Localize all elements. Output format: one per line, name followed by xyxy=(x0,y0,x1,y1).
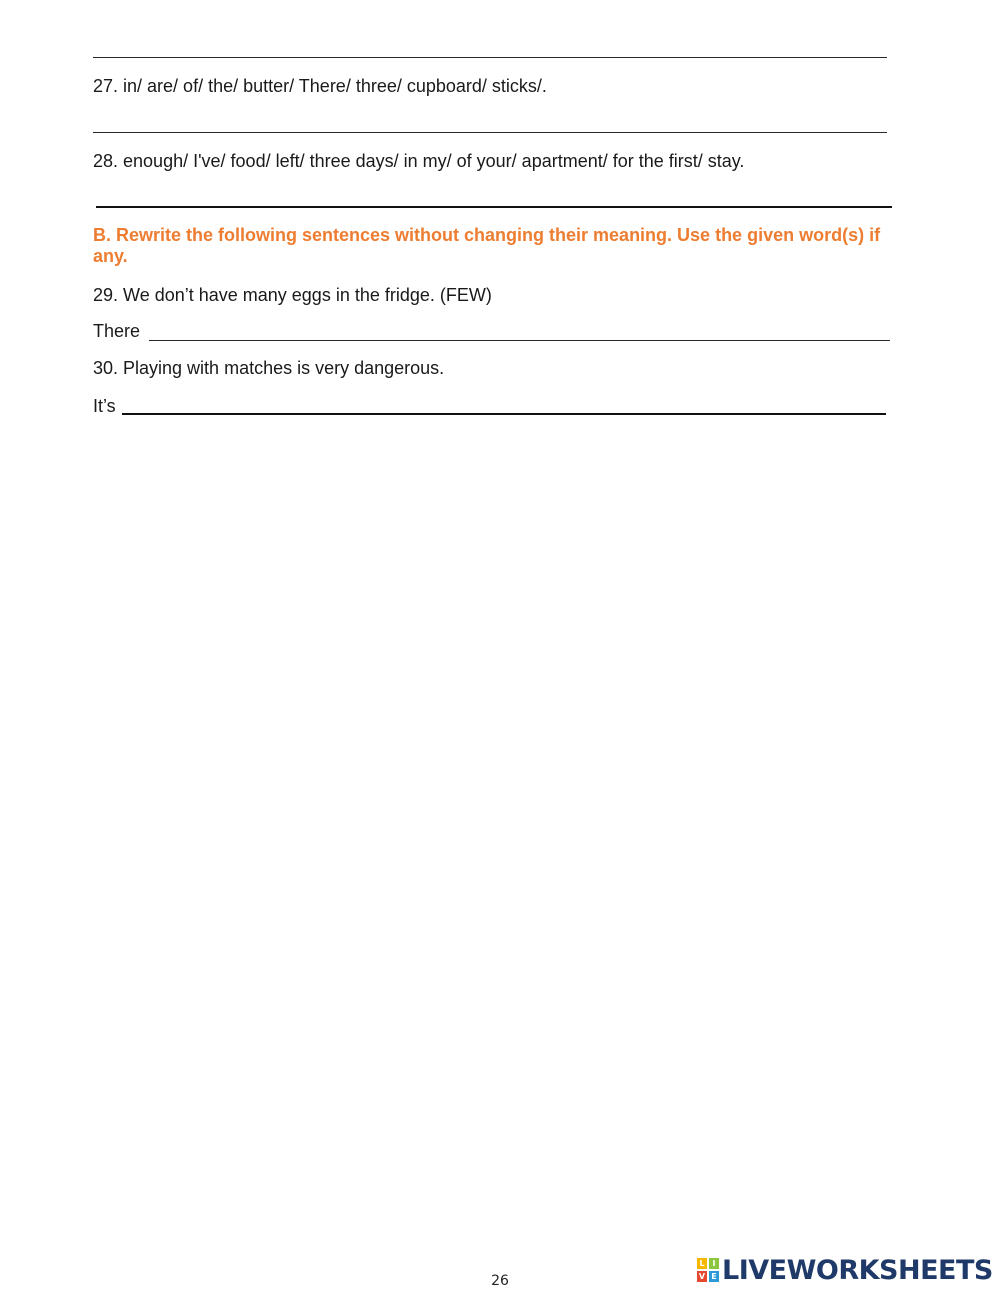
question-29: 29. We don’t have many eggs in the fridge. (FEW) xyxy=(93,285,492,305)
answer-line-28 xyxy=(96,206,892,208)
answer-line-29 xyxy=(149,340,890,341)
logo-block-e: E xyxy=(709,1271,719,1282)
answer-line-26 xyxy=(93,57,887,58)
logo-text: LIVEWORKSHEETS xyxy=(722,1254,993,1286)
answer-field-26[interactable] xyxy=(93,34,887,56)
logo-blocks-icon xyxy=(697,1258,719,1282)
logo-block-i: I xyxy=(709,1258,719,1269)
question-27: 27. in/ are/ of/ the/ butter/ There/ three/ cupboard/ sticks/. xyxy=(93,76,547,96)
answer-field-29[interactable] xyxy=(150,317,888,339)
answer-line-30 xyxy=(122,413,886,415)
logo-block-l: L xyxy=(697,1258,707,1269)
prompt-29: There xyxy=(93,321,141,341)
prompt-30: It’s xyxy=(93,396,116,416)
answer-field-28[interactable] xyxy=(96,182,892,204)
question-28: 28. enough/ I've/ food/ left/ three days/ in my/ of your/ apartment/ for the first/ stay. xyxy=(93,151,745,171)
section-b-title: B. Rewrite the following sentences without changing their meaning. Use the given word(s) if any. xyxy=(93,225,881,266)
liveworksheets-logo xyxy=(697,1254,993,1286)
answer-line-27 xyxy=(93,132,887,133)
question-30: 30. Playing with matches is very dangerous. xyxy=(93,358,445,378)
answer-field-27[interactable] xyxy=(93,108,887,130)
answer-field-30[interactable] xyxy=(124,390,884,412)
logo-block-v: V xyxy=(698,1272,706,1281)
page-number: 26 xyxy=(491,1273,509,1289)
